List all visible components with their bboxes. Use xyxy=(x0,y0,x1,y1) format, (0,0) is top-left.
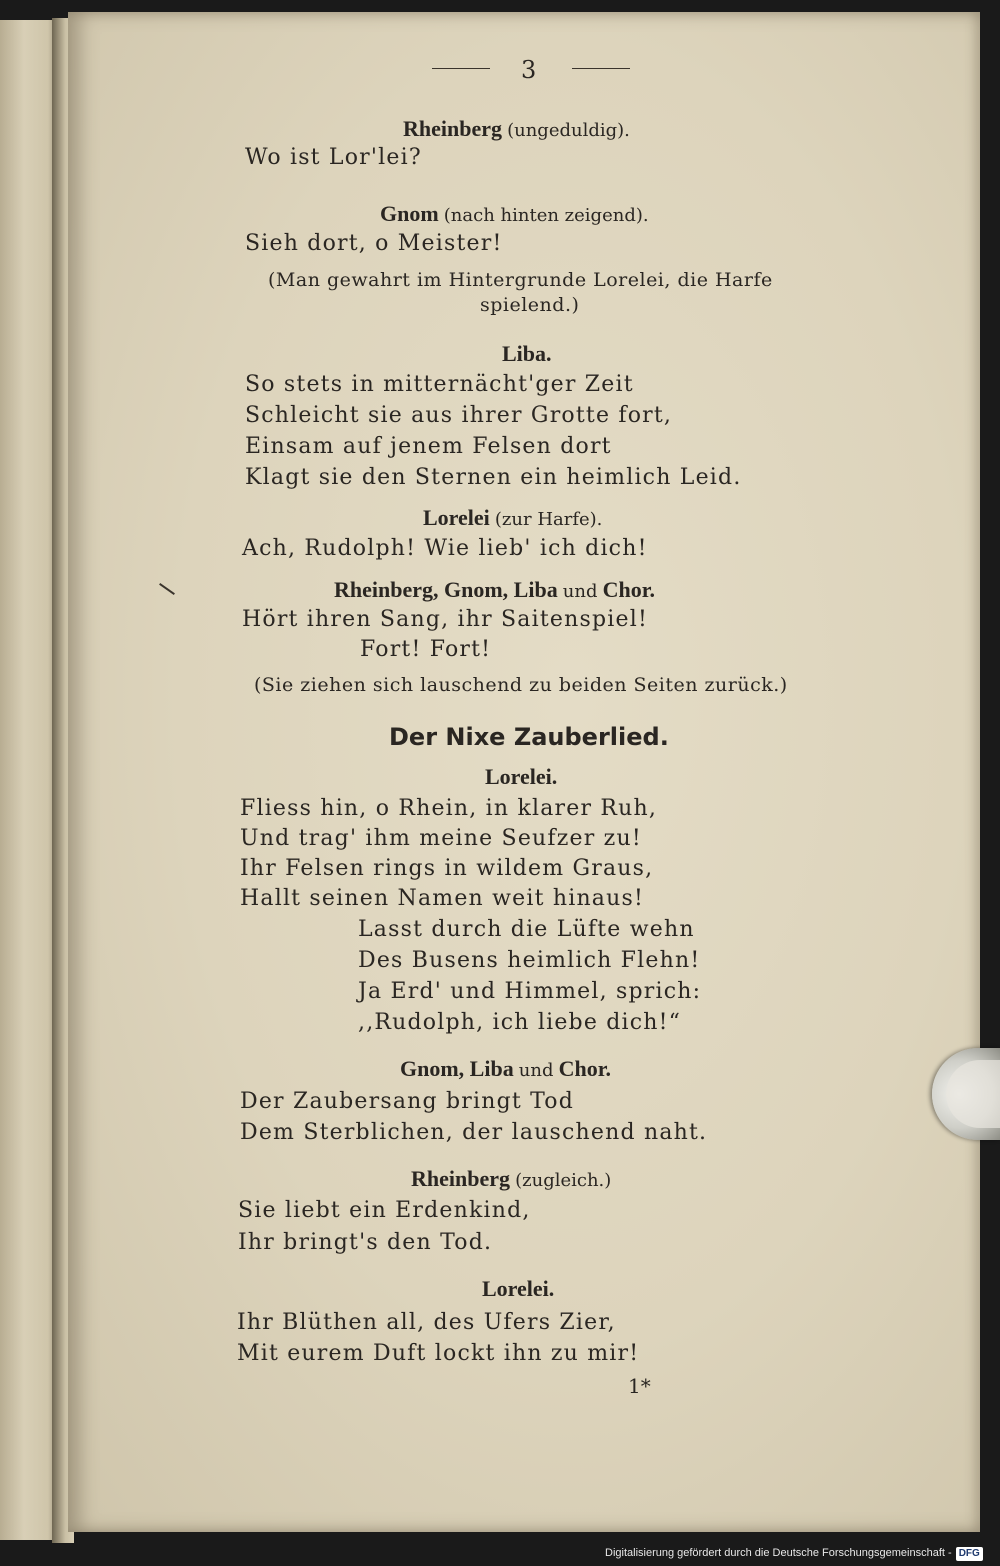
speaker-heading xyxy=(334,577,655,603)
speaker-names: Gnom, Liba xyxy=(400,1056,514,1081)
speaker-heading xyxy=(380,201,649,227)
verse-line: Der Zaubersang bringt Tod xyxy=(240,1089,575,1114)
verse-line: Ach, Rudolph! Wie lieb' ich dich! xyxy=(242,536,648,561)
verse-line: Sieh dort, o Meister! xyxy=(245,231,503,256)
verse-line: Fliess hin, o Rhein, in klarer Ruh, xyxy=(240,796,658,821)
verse-line: Hallt seinen Namen weit hinaus! xyxy=(240,886,645,911)
page-number: 3 xyxy=(521,56,537,84)
speaker-heading xyxy=(403,116,630,142)
stage-direction: (zur Harfe). xyxy=(494,509,603,530)
stage-direction: (zugleich.) xyxy=(515,1170,612,1191)
verse-line: Ihr Blüthen all, des Ufers Zier, xyxy=(237,1310,616,1335)
speaker-name: Chor. xyxy=(602,577,655,602)
stage-direction-line: spielend.) xyxy=(480,294,580,316)
verse-line: Klagt sie den Sternen ein heimlich Leid. xyxy=(245,465,742,490)
speaker-name: Rheinberg xyxy=(403,116,502,141)
dfg-logo: DFG xyxy=(956,1547,983,1561)
verse-line: Ja Erd' und Himmel, sprich: xyxy=(358,979,702,1004)
signature-mark: 1* xyxy=(628,1374,651,1398)
speaker-name: Lorelei. xyxy=(485,764,558,789)
footer-text: Digitalisierung gefördert durch die Deutsche Forschungsgemeinschaft - xyxy=(605,1547,952,1559)
left-page-edge xyxy=(0,20,60,1540)
conjunction: und xyxy=(518,1060,554,1081)
verse-line: Dem Sterblichen, der lauschend naht. xyxy=(240,1120,708,1145)
speaker-name: Lorelei xyxy=(423,505,490,530)
verse-line: Hört ihren Sang, ihr Saitenspiel! xyxy=(242,607,648,632)
header-rule-left xyxy=(432,68,490,69)
footer-credit xyxy=(605,1543,983,1563)
verse-line: Ihr bringt's den Tod. xyxy=(238,1230,493,1255)
speaker-name: Gnom xyxy=(380,201,439,226)
verse-line: Lasst durch die Lüfte wehn xyxy=(358,917,695,942)
speaker-name: Lorelei. xyxy=(482,1276,555,1301)
stage-direction: (nach hinten zeigend). xyxy=(443,205,649,226)
verse-line: Sie liebt ein Erdenkind, xyxy=(238,1198,531,1223)
verse-line: Schleicht sie aus ihrer Grotte fort, xyxy=(245,403,673,428)
stage-direction-line: (Sie ziehen sich lauschend zu beiden Seiten zurück.) xyxy=(254,674,788,696)
verse-line: Und trag' ihm meine Seufzer zu! xyxy=(240,826,642,851)
verse-line: Ihr Felsen rings in wildem Graus, xyxy=(240,856,654,881)
verse-line: Des Busens heimlich Flehn! xyxy=(358,948,701,973)
speaker-names: Rheinberg, Gnom, Liba xyxy=(334,577,558,602)
stage-direction: (ungeduldig). xyxy=(507,120,630,141)
conjunction: und xyxy=(562,581,598,602)
speaker-name: Liba. xyxy=(502,341,552,366)
verse-line: Mit eurem Duft lockt ihn zu mir! xyxy=(237,1341,640,1366)
verse-line: So stets in mitternächt'ger Zeit xyxy=(245,372,634,397)
verse-line: Wo ist Lor'lei? xyxy=(245,145,422,170)
header-rule-right xyxy=(572,68,630,69)
song-title: Der Nixe Zauberlied. xyxy=(389,723,669,751)
speaker-heading xyxy=(423,505,602,531)
speaker-name: Rheinberg xyxy=(411,1166,510,1191)
stage-direction-line: (Man gewahrt im Hintergrunde Lorelei, die Harfe xyxy=(268,269,773,291)
speaker-heading xyxy=(400,1056,611,1082)
speaker-heading xyxy=(411,1166,611,1192)
speaker-name: Chor. xyxy=(558,1056,611,1081)
verse-line: Einsam auf jenem Felsen dort xyxy=(245,434,612,459)
verse-line: ,,Rudolph, ich liebe dich!“ xyxy=(358,1010,682,1035)
verse-line: Fort! Fort! xyxy=(360,637,492,662)
